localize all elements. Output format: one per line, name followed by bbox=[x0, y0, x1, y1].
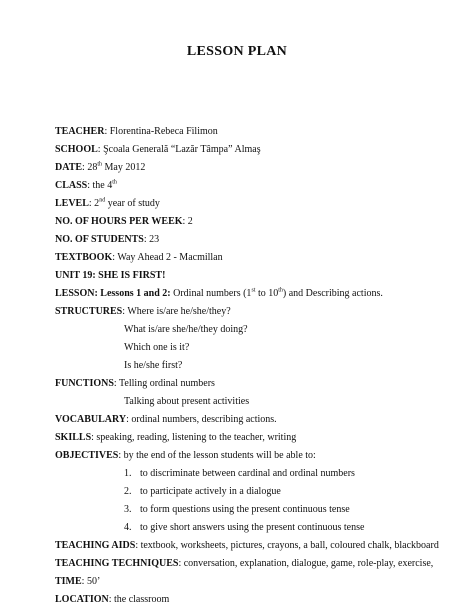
lesson-value-post: ) and Describing actions. bbox=[282, 288, 383, 299]
school-line bbox=[55, 144, 261, 156]
students-value: : 23 bbox=[143, 234, 160, 245]
date-sup: th bbox=[97, 161, 102, 168]
skills-label: SKILLS bbox=[55, 432, 92, 443]
objective-number: 3. bbox=[124, 504, 132, 515]
structure-item: Is he/she first? bbox=[124, 360, 183, 371]
lesson-value: Ordinal numbers (1 bbox=[170, 288, 252, 299]
objective-item bbox=[124, 486, 281, 498]
vocabulary-line bbox=[55, 414, 277, 426]
objective-item bbox=[124, 468, 355, 480]
teaching-aids-value: : textbook, worksheets, pictures, crayons, a ball, coloured chalk, blackboard bbox=[135, 540, 439, 551]
teaching-techniques-line bbox=[55, 558, 433, 570]
teacher-value: : Florentina-Rebeca Filimon bbox=[104, 126, 218, 137]
objective-text: to give short answers using the present continuous tense bbox=[140, 522, 365, 533]
objective-item bbox=[124, 504, 350, 516]
teaching-techniques-label: TEACHING TECHNIQUES bbox=[55, 558, 179, 569]
objective-text: to participate actively in a dialogue bbox=[140, 486, 281, 497]
location-line bbox=[55, 594, 169, 606]
structure-item: What is/are she/he/they doing? bbox=[124, 324, 248, 335]
students-line bbox=[55, 234, 159, 246]
level-sup: nd bbox=[99, 197, 106, 204]
lesson-bold: : Lessons 1 and 2: bbox=[94, 288, 171, 299]
students-label: NO. OF STUDENTS bbox=[55, 234, 144, 245]
objectives-label: OBJECTIVES bbox=[55, 450, 119, 461]
lesson-line bbox=[55, 288, 383, 300]
class-sup: th bbox=[112, 179, 117, 186]
hours-value: : 2 bbox=[182, 216, 193, 227]
functions-first: : Telling ordinal numbers bbox=[113, 378, 215, 389]
textbook-line bbox=[55, 252, 223, 264]
objective-text: to form questions using the present continuous tense bbox=[140, 504, 350, 515]
location-label: LOCATION bbox=[55, 594, 109, 605]
lesson-label: LESSON bbox=[55, 288, 95, 299]
hours-label: NO. OF HOURS PER WEEK bbox=[55, 216, 183, 227]
textbook-value: : Way Ahead 2 - Macmillan bbox=[112, 252, 223, 263]
lesson-sup1: st bbox=[251, 287, 256, 294]
class-label: CLASS bbox=[55, 180, 88, 191]
objective-text: to discriminate between cardinal and ordinal numbers bbox=[140, 468, 355, 479]
lesson-sup2: th bbox=[278, 287, 283, 294]
teaching-techniques-value: : conversation, explanation, dialogue, game, role-play, exercise, bbox=[178, 558, 434, 569]
lesson-mid: to 10 bbox=[255, 288, 279, 299]
functions-line bbox=[55, 378, 215, 390]
objective-number: 1. bbox=[124, 468, 132, 479]
school-label: SCHOOL bbox=[55, 144, 98, 155]
objective-number: 4. bbox=[124, 522, 132, 533]
level-label: LEVEL bbox=[55, 198, 89, 209]
time-label: TIME bbox=[55, 576, 82, 587]
structure-item: Which one is it? bbox=[124, 342, 190, 353]
skills-value: : speaking, reading, listening to the teacher, writing bbox=[91, 432, 297, 443]
function-item: Talking about present activities bbox=[124, 396, 250, 407]
level-line bbox=[55, 198, 160, 210]
date-line bbox=[55, 162, 145, 174]
textbook-label: TEXTBOOK bbox=[55, 252, 113, 263]
objectives-line bbox=[55, 450, 316, 462]
structures-label: STRUCTURES bbox=[55, 306, 123, 317]
objective-number: 2. bbox=[124, 486, 132, 497]
time-value: : 50’ bbox=[81, 576, 101, 587]
date-value: : 28 bbox=[82, 162, 98, 173]
teacher-line bbox=[55, 126, 218, 138]
structures-line bbox=[55, 306, 231, 318]
level-value: : 2 bbox=[88, 198, 100, 209]
level-value-post: year of study bbox=[105, 198, 160, 209]
vocabulary-label: VOCABULARY bbox=[55, 414, 127, 425]
teaching-aids-label: TEACHING AIDS bbox=[55, 540, 136, 551]
objectives-value: : by the end of the lesson students will be able to: bbox=[118, 450, 316, 461]
skills-line bbox=[55, 432, 296, 444]
class-value: : the 4 bbox=[87, 180, 113, 191]
teacher-label: TEACHER bbox=[55, 126, 105, 137]
functions-label: FUNCTIONS bbox=[55, 378, 114, 389]
time-line bbox=[55, 576, 100, 588]
objective-item bbox=[124, 522, 364, 534]
teaching-aids-line bbox=[55, 540, 439, 552]
date-value-post: May 2012 bbox=[102, 162, 146, 173]
school-value: : Şcoala Generală “Lazăr Tâmpa” Almaş bbox=[97, 144, 261, 155]
hours-line bbox=[55, 216, 193, 228]
unit-label: UNIT 19: SHE IS FIRST! bbox=[55, 270, 166, 281]
class-line bbox=[55, 180, 117, 192]
location-value: : the classroom bbox=[108, 594, 170, 605]
vocabulary-value: : ordinal numbers, describing actions. bbox=[126, 414, 277, 425]
date-label: DATE bbox=[55, 162, 83, 173]
unit-line bbox=[55, 270, 165, 282]
page-title: LESSON PLAN bbox=[186, 44, 288, 59]
structures-first: : Where is/are he/she/they? bbox=[122, 306, 231, 317]
